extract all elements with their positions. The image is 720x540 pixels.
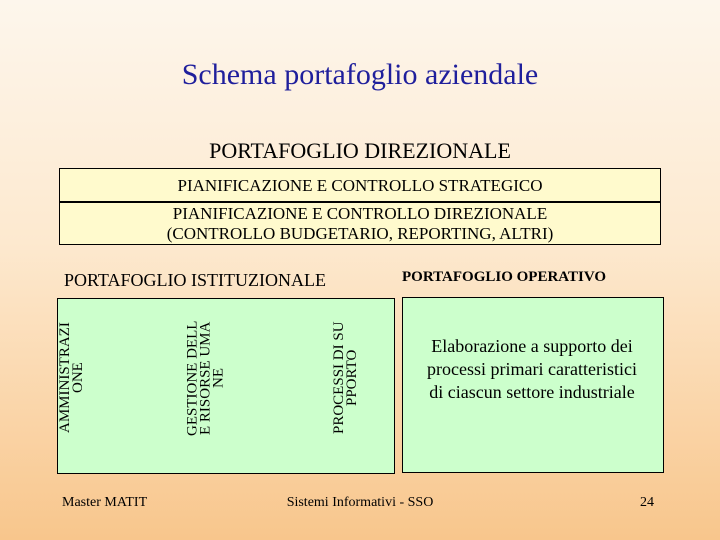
footer-left: Master MATIT [62,495,148,510]
operational-text-line3: di ciascun settore industriale [429,382,635,402]
portafoglio-istituzionale-heading: PORTAFOGLIO ISTITUZIONALE [64,270,326,290]
directional-planning-box [59,202,661,245]
strategic-planning-box: PIANIFICAZIONE E CONTROLLO STRATEGICO [59,168,661,202]
directional-box-line1: PIANIFICAZIONE E CONTROLLO DIREZIONALE [172,204,548,223]
column-processi-supporto: PROCESSI DI SUPPORTO [331,321,360,435]
footer-center: Sistemi Informativi - SSO [286,495,434,510]
column-amministrazione: AMMINISTRAZIONE [57,322,86,434]
operational-portfolio-text [404,335,660,404]
page-number: 24 [640,495,654,510]
portafoglio-direzionale-heading: PORTAFOGLIO DIREZIONALE [209,138,511,163]
operational-text-line1: Elaborazione a supporto dei [431,336,633,356]
portafoglio-operativo-heading: PORTAFOGLIO OPERATIVO [402,269,607,285]
operational-text-line2: processi primari caratteristici [427,359,637,379]
column-gestione-risorse-umane: GESTIONE DELLE RISORSE UMANE [184,320,227,436]
slide-title: Schema portafoglio aziendale [181,58,539,91]
directional-box-line2: (CONTROLLO BUDGETARIO, REPORTING, ALTRI) [166,224,554,243]
